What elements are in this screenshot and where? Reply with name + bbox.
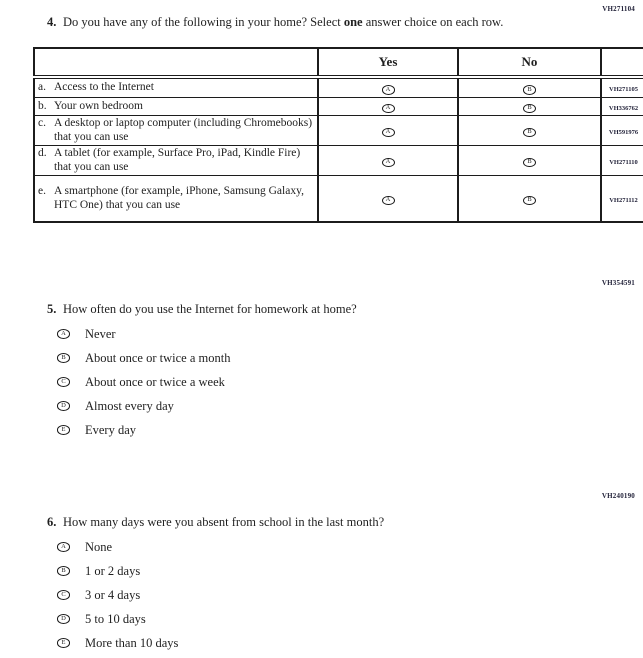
answer-bubble-a[interactable]: A [57, 542, 70, 552]
table-row-b [34, 98, 643, 116]
row-letter: e. [38, 185, 46, 197]
answer-bubble-c[interactable]: C [57, 377, 70, 387]
row-item [35, 99, 317, 115]
item-code-q5: VH354591 [601, 279, 635, 287]
answer-bubble-e[interactable]: E [57, 425, 70, 435]
q5-options [57, 322, 607, 442]
prompt-after: answer choice on each row. [362, 15, 504, 29]
option-never [57, 322, 607, 346]
yes-bubble-row-a[interactable]: A [382, 85, 395, 95]
row-item [35, 146, 317, 175]
option-label: About once or twice a week [85, 374, 225, 389]
row-text: Your own bedroom [54, 99, 143, 112]
q4-response-table [33, 47, 643, 223]
option-label: Every day [85, 422, 137, 437]
answer-bubble-c[interactable]: C [57, 590, 70, 600]
option-label: 5 to 10 days [85, 611, 146, 626]
question-4 [47, 14, 607, 31]
yes-column-header: Yes [318, 48, 458, 77]
table-row-a [34, 77, 643, 98]
option-label: 1 or 2 days [85, 563, 141, 578]
yes-bubble-row-e[interactable]: A [382, 196, 395, 206]
row-letter: c. [38, 117, 46, 129]
option-label: About once or twice a month [85, 350, 231, 365]
option-once-twice-month [57, 346, 607, 370]
option-label: None [85, 539, 113, 554]
option-label: 3 or 4 days [85, 587, 141, 602]
option-almost-every-day [57, 394, 607, 418]
yes-bubble-row-d[interactable]: A [382, 158, 395, 168]
item-code-q4: VH271104 [602, 5, 635, 13]
row-letter: a. [38, 81, 46, 94]
option-none [57, 535, 607, 559]
question-text: How many days were you absent from school in the last month? [63, 515, 385, 529]
code-column-header [601, 48, 643, 77]
option-label: Never [85, 326, 116, 341]
answer-bubble-b[interactable]: B [57, 353, 70, 363]
row-text: A tablet (for example, Surface Pro, iPad, Kindle Fire) that you can use [54, 147, 301, 173]
no-bubble-row-b[interactable]: B [523, 104, 536, 114]
table-header-row [34, 48, 643, 77]
question-text [63, 14, 503, 31]
item-column-header [34, 48, 318, 77]
option-label: Almost every day [85, 398, 174, 413]
row-item-code: VH271110 [609, 158, 638, 166]
option-once-twice-week [57, 370, 607, 394]
row-item [35, 116, 317, 145]
no-bubble-row-d[interactable]: B [523, 158, 536, 168]
no-bubble-row-a[interactable]: B [523, 85, 536, 95]
row-item [35, 80, 317, 96]
yes-bubble-row-b[interactable]: A [382, 104, 395, 114]
row-item-code: VH591976 [608, 128, 639, 136]
row-item-code: VH336762 [608, 104, 639, 112]
no-column-header: No [458, 48, 601, 77]
question-number: 6. [47, 515, 57, 529]
answer-bubble-d[interactable]: D [57, 401, 70, 411]
row-item-code: VH271105 [609, 86, 638, 93]
no-bubble-row-e[interactable]: B [523, 196, 536, 206]
question-text: How often do you use the Internet for homework at home? [63, 302, 357, 316]
row-text: A smartphone (for example, iPhone, Samsung Galaxy, HTC One) that you can use [54, 185, 304, 211]
answer-bubble-d[interactable]: D [57, 614, 70, 624]
question-5 [47, 301, 607, 442]
answer-bubble-b[interactable]: B [57, 566, 70, 576]
prompt-bold-word: one [343, 15, 363, 29]
table-row-c [34, 116, 643, 146]
question-6 [47, 514, 607, 655]
row-letter: d. [38, 147, 47, 159]
question-number: 5. [47, 302, 57, 316]
row-letter: b. [38, 99, 47, 112]
item-code-q6: VH240190 [601, 492, 635, 500]
row-item [35, 184, 317, 213]
question-number: 4. [47, 15, 57, 29]
option-3-4-days [57, 583, 607, 607]
answer-bubble-e[interactable]: E [57, 638, 70, 648]
row-item-code: VH271112 [609, 196, 638, 204]
option-1-2-days [57, 559, 607, 583]
row-text: Access to the Internet [54, 81, 154, 94]
row-text: A desktop or laptop computer (including Chromebooks) that you can use [54, 117, 313, 143]
option-every-day [57, 418, 607, 442]
answer-bubble-a[interactable]: A [57, 329, 70, 339]
table-row-e [34, 176, 643, 223]
option-5-10-days [57, 607, 607, 631]
no-bubble-row-c[interactable]: B [523, 128, 536, 138]
prompt-before: Do you have any of the following in your home? Select [63, 15, 344, 29]
yes-bubble-row-c[interactable]: A [382, 128, 395, 138]
option-label: More than 10 days [85, 635, 179, 650]
q6-options [57, 535, 607, 655]
option-more-than-10-days [57, 631, 607, 655]
table-row-d [34, 146, 643, 176]
